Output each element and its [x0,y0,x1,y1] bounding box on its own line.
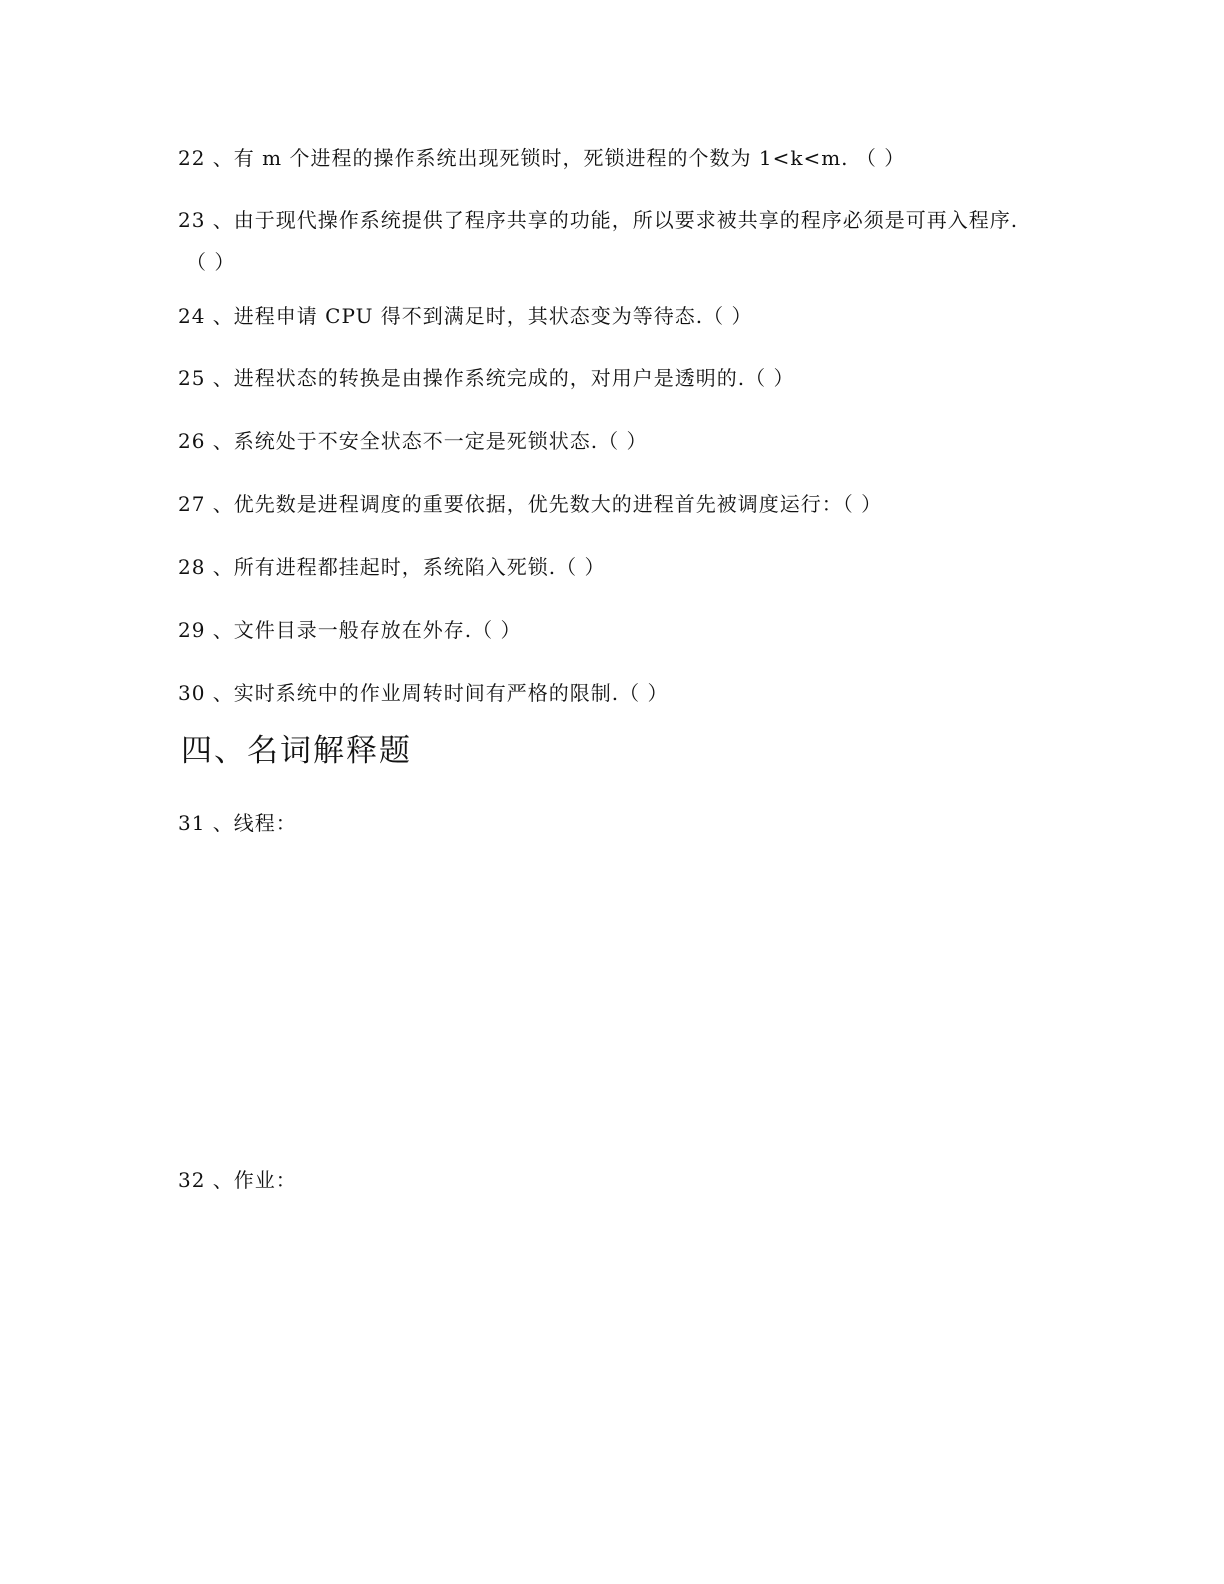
term-32: 32 、作业： [178,1168,297,1192]
section-heading: 四、名词解释题 [181,733,412,769]
question-30: 30 、实时系统中的作业周转时间有严格的限制.（ ） [178,681,669,705]
question-29: 29 、文件目录一般存放在外存.（ ） [178,618,522,642]
question-24: 24 、进程申请 CPU 得不到满足时，其状态变为等待态.（ ） [178,304,753,328]
question-25: 25 、进程状态的转换是由操作系统完成的，对用户是透明的.（ ） [178,366,795,390]
question-23-continuation: （ ） [186,250,236,274]
question-22: 22 、有 m 个进程的操作系统出现死锁时，死锁进程的个数为 1<k<m. （ ） [178,146,906,170]
question-27: 27 、优先数是进程调度的重要依据，优先数大的进程首先被调度运行：（ ） [178,492,883,516]
question-26: 26 、系统处于不安全状态不一定是死锁状态.（ ） [178,429,648,453]
term-31: 31 、线程： [178,811,297,835]
question-28: 28 、所有进程都挂起时，系统陷入死锁.（ ） [178,555,606,579]
question-23: 23 、由于现代操作系统提供了程序共享的功能，所以要求被共享的程序必须是可再入程序. [178,208,1019,232]
